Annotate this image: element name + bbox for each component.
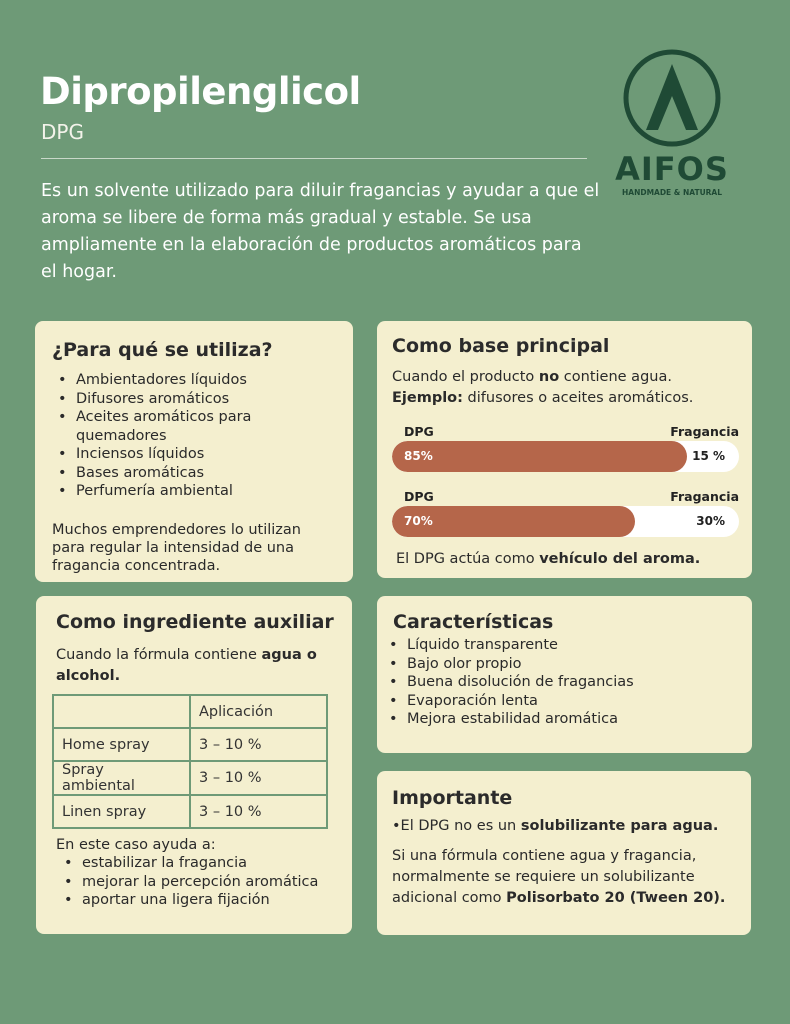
table-header-cell	[53, 695, 190, 728]
uses-heading: ¿Para qué se utiliza?	[52, 339, 273, 361]
importante-card	[377, 771, 751, 935]
fragancia-value: 30%	[696, 514, 725, 528]
list-item: • Aceites aromáticos para quemadores	[76, 408, 337, 445]
table-row	[53, 795, 327, 828]
ratio-bar-1	[392, 424, 739, 472]
table-row	[53, 761, 327, 795]
bar-right-label: Fragancia	[670, 424, 739, 439]
importante-line-1: •El DPG no es un solubilizante para agua.	[392, 818, 719, 834]
logo-tagline: HANDMADE & NATURAL	[621, 188, 723, 197]
uses-list	[56, 371, 337, 501]
helps-list	[62, 854, 334, 910]
list-item: • mejorar la percepción aromática	[82, 873, 334, 892]
base-footer: El DPG actúa como vehículo del aroma.	[396, 551, 701, 567]
auxiliar-card	[36, 596, 352, 934]
list-item: • Difusores aromáticos	[76, 390, 337, 409]
application-table	[52, 694, 328, 829]
page-title: Dipropilenglicol	[40, 70, 361, 113]
list-item: • Buena disolución de fragancias	[407, 673, 739, 692]
table-cell: Home spray	[53, 728, 190, 761]
intro-text: Es un solvente utilizado para diluir fragancias y ayudar a que el aroma se libere de forma más gradual y estable. Se usa ampliamente en la elaboración de productos aromáticos para el hogar.	[41, 181, 600, 282]
table-cell: 3 – 10 %	[190, 728, 327, 761]
caracteristicas-list	[393, 636, 739, 729]
table-cell: 3 – 10 %	[190, 795, 327, 828]
importante-heading: Importante	[392, 787, 513, 809]
base-heading: Como base principal	[392, 335, 610, 357]
table-header-cell: Aplicación	[190, 695, 327, 728]
table-cell: Linen spray	[53, 795, 190, 828]
bar-left-label: DPG	[404, 489, 434, 504]
auxiliar-intro: Cuando la fórmula contiene agua o alcohol.	[56, 647, 317, 684]
bar-left-label: DPG	[404, 424, 434, 439]
base-line-1: Cuando el producto no contiene agua.	[392, 369, 672, 385]
list-item: • Bases aromáticas	[76, 464, 337, 483]
helps-intro: En este caso ayuda a:	[56, 837, 216, 853]
table-cell: 3 – 10 %	[190, 761, 327, 795]
list-item: • Bajo olor propio	[407, 655, 739, 674]
base-line-2: Ejemplo: difusores o aceites aromáticos.	[392, 390, 694, 406]
table-header-row	[53, 695, 327, 728]
logo-brand: AIFOS	[615, 150, 729, 188]
table-row	[53, 728, 327, 761]
importante-paragraph: Si una fórmula contiene agua y fragancia, normalmente se requiere un solubilizante adicional como Polisorbato 20 (Tween 20).	[392, 848, 726, 906]
caracteristicas-card	[377, 596, 752, 753]
list-item: • estabilizar la fragancia	[82, 854, 334, 873]
dpg-value: 70%	[404, 514, 433, 528]
uses-note: Muchos emprendedores lo utilizan para regular la intensidad de una fragancia concentrada.	[52, 521, 301, 574]
list-item: • Evaporación lenta	[407, 692, 739, 711]
list-item: • Perfumería ambiental	[76, 482, 337, 501]
auxiliar-heading: Como ingrediente auxiliar	[56, 611, 334, 633]
table-cell: Spray ambiental	[53, 761, 190, 795]
caracteristicas-heading: Características	[393, 611, 554, 633]
ratio-bar-2	[392, 489, 739, 537]
base-card	[377, 321, 752, 578]
bar-right-label: Fragancia	[670, 489, 739, 504]
list-item: • aportar una ligera fijación	[82, 891, 334, 910]
page-subtitle: DPG	[41, 120, 84, 144]
brand-logo	[612, 48, 732, 208]
fragancia-value: 15 %	[692, 449, 725, 463]
list-item: • Ambientadores líquidos	[76, 371, 337, 390]
list-item: • Inciensos líquidos	[76, 445, 337, 464]
dpg-fill	[392, 441, 687, 472]
dpg-value: 85%	[404, 449, 433, 463]
list-item: • Mejora estabilidad aromática	[407, 710, 739, 729]
header-divider	[41, 158, 587, 159]
uses-card	[35, 321, 353, 582]
list-item: • Líquido transparente	[407, 636, 739, 655]
